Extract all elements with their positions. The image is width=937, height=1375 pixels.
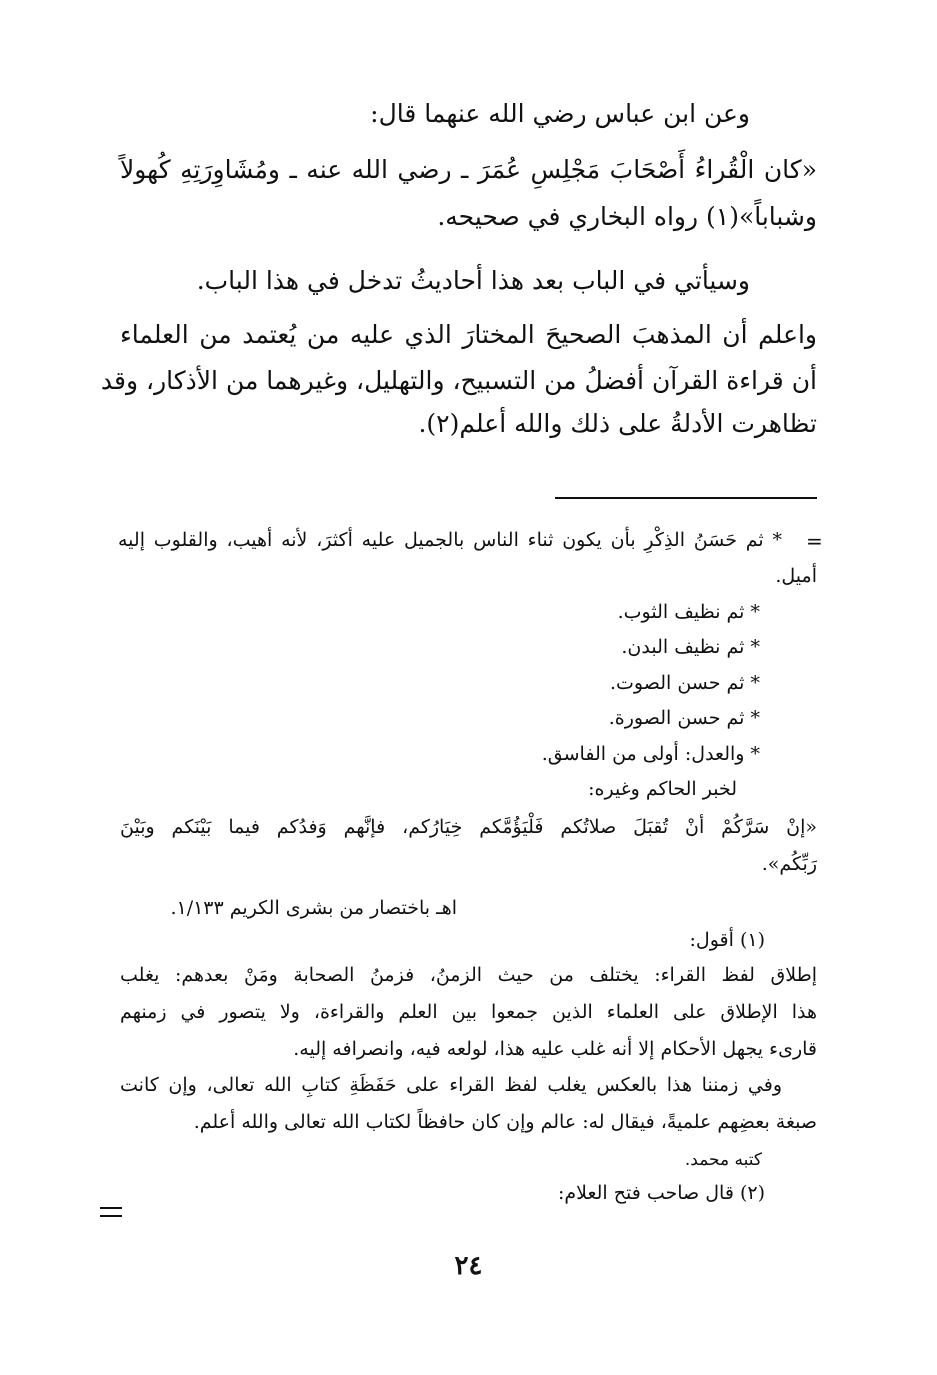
continuation-mark: =	[806, 529, 823, 553]
footnote-number-2: (٢) قال صاحب فتح العلام:	[557, 1182, 765, 1204]
footnote-line: صبغة بعضِهم علميةً، فيقال له: عالم وإن كان حافظاً لكتاب الله تعالى والله أعلم.	[193, 1111, 817, 1133]
footnote-line: هذا الإطلاق على العلماء الذين جمعوا بين العلم والقراءة، ولا يتصور في زمنهم	[120, 1001, 817, 1023]
main-paragraph-2-line-1: «كان الْقُراءُ أَصْحَابَ مَجْلِسِ عُمَرَ ـ رضي الله عنه ـ ومُشَاوِرَتِهِ كُهولاً	[120, 155, 817, 184]
footnote-bullet: * والعدل: أولى من الفاسق.	[541, 743, 760, 765]
footnote-line: أميل.	[775, 565, 817, 587]
main-paragraph-4-line-2: أن قراءة القرآن أفضلُ من التسبيح، والتهليل، وغيرهما من الأذكار، وقد	[100, 366, 817, 395]
main-paragraph-1: وعن ابن عباس رضي الله عنهما قال:	[370, 99, 750, 128]
footnote-number-1: (١) أقول:	[689, 929, 765, 951]
footnote-line: قارىء يجهل الأحكام إلا أنه غلب عليه هذا، لولعه فيه، وانصرافه إليه.	[293, 1038, 817, 1060]
footnote-line: إطلاق لفظ القراء: يختلف من حيث الزمنُ، فزمنُ الصحابة ومَنْ بعدهم: يغلب	[120, 964, 817, 986]
footnote-line: «إنْ سَرَّكُمْ أنْ تُقبَلَ صلاتُكم فَلْيَؤُمَّكم خِيَارُكم، فإنَّهم وَفدُكم فيما بَيْنَكم وبَيْنَ	[120, 816, 817, 838]
footnote-line: وفي زمننا هذا بالعكس يغلب لفظ القراء على حَفَظَةِ كتابِ الله تعالى، وإن كانت	[120, 1074, 782, 1096]
footnote-bullet: * ثم حسن الصوت.	[610, 672, 760, 694]
footnote-line: لخبر الحاكم وغيره:	[588, 778, 737, 800]
main-paragraph-2-line-2: وشباباً»(١) رواه البخاري في صحيحه.	[437, 202, 817, 231]
page-number: ٢٤	[454, 1251, 483, 1281]
main-paragraph-3: وسيأتي في الباب بعد هذا أحاديثُ تدخل في هذا الباب.	[196, 266, 750, 295]
continuation-mark-bottom	[100, 1207, 122, 1217]
footnote-line: رَبِّكُم».	[761, 853, 817, 875]
footnote-separator	[555, 497, 817, 499]
footnote-source: اهـ باختصار من بشرى الكريم ١/١٣٣.	[170, 897, 457, 919]
main-paragraph-4-line-1: واعلم أن المذهبَ الصحيحَ المختارَ الذي عليه من يُعتمد من العلماء	[120, 320, 817, 349]
footnote-bullet: * ثم حسن الصورة.	[608, 707, 760, 729]
footnote-bullet: * ثم نظيف الثوب.	[617, 601, 760, 623]
footnote-line: * ثم حَسَنُ الذِكْرِ بأن يكون ثناء الناس بالجميل عليه أكثرَ، لأنه أهيب، والقلوب إليه	[118, 529, 782, 551]
footnote-bullet: * ثم نظيف البدن.	[621, 636, 760, 658]
footnote-signature: كتبه محمد.	[684, 1150, 762, 1170]
main-paragraph-4-line-3: تظاهرت الأدلةُ على ذلك والله أعلم(٢).	[418, 409, 817, 438]
